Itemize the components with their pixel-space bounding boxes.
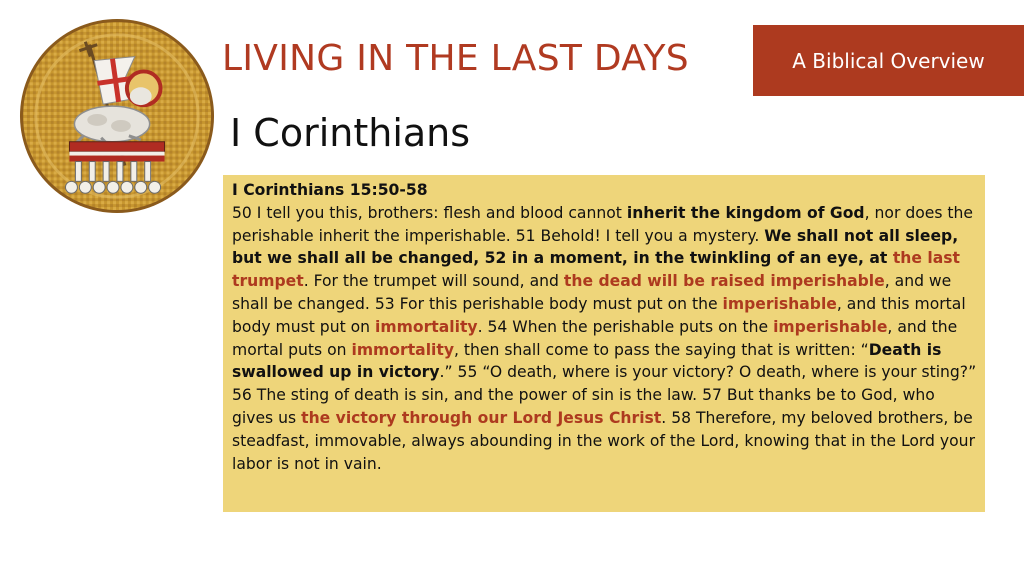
- scripture-passage: [223, 175, 985, 512]
- overview-badge: [753, 25, 1024, 96]
- passage-text: .” 55 “O death, where is your victory? O death, where is your sting?” 56 The sting of death is sin, and the power of sin is the law. 57 But thanks be to God, who gives us: [232, 363, 977, 427]
- passage-emphasis: the last trumpet: [232, 249, 960, 291]
- passage-body: [232, 202, 977, 476]
- passage-text: . For the trumpet will sound, and: [303, 272, 564, 291]
- passage-text: . 58 Therefore, my beloved brothers, be steadfast, immovable, always abounding in the work of the Lord, knowing that in the Lord your labor is not in vain.: [232, 408, 975, 473]
- book-subtitle: I Corinthians: [230, 111, 471, 155]
- passage-emphasis: Death is swallowed up in victory: [232, 340, 942, 382]
- passage-emphasis: inherit the kingdom of God: [626, 203, 865, 222]
- passage-text: , and we shall be changed. 53 For this perishable body must put on the: [232, 272, 952, 313]
- passage-text: , then shall come to pass the saying that is written: “: [454, 340, 869, 359]
- passage-reference: I Corinthians 15:50-58: [232, 181, 428, 199]
- passage-emphasis: imperishable: [722, 294, 837, 313]
- passage-text: 50 I tell you this, brothers: flesh and blood cannot: [232, 203, 627, 222]
- passage-emphasis: immortality: [351, 340, 455, 359]
- passage-text: , nor does the perishable inherit the imperishable. 51 Behold! I tell you a mystery.: [232, 203, 974, 245]
- passage-emphasis: the dead will be raised imperishable: [563, 272, 885, 291]
- passage-text: , and the mortal puts on: [232, 317, 958, 359]
- passage-emphasis: We shall not all sleep, but we shall all be changed, 52 in a moment, in the twinkling of an eye, at: [232, 226, 959, 268]
- page-title: LIVING IN THE LAST DAYS: [222, 38, 689, 79]
- passage-emphasis: imperishable: [773, 317, 888, 336]
- agnus-dei-lamb-mosaic-icon: [18, 17, 216, 215]
- passage-text: , and this mortal body must put on: [232, 294, 966, 336]
- passage-text: . 54 When the perishable puts on the: [477, 317, 774, 336]
- passage-emphasis: the victory through our Lord Jesus Christ: [301, 408, 662, 427]
- overview-badge-label: A Biblical Overview: [792, 48, 985, 73]
- passage-emphasis: immortality: [375, 317, 478, 336]
